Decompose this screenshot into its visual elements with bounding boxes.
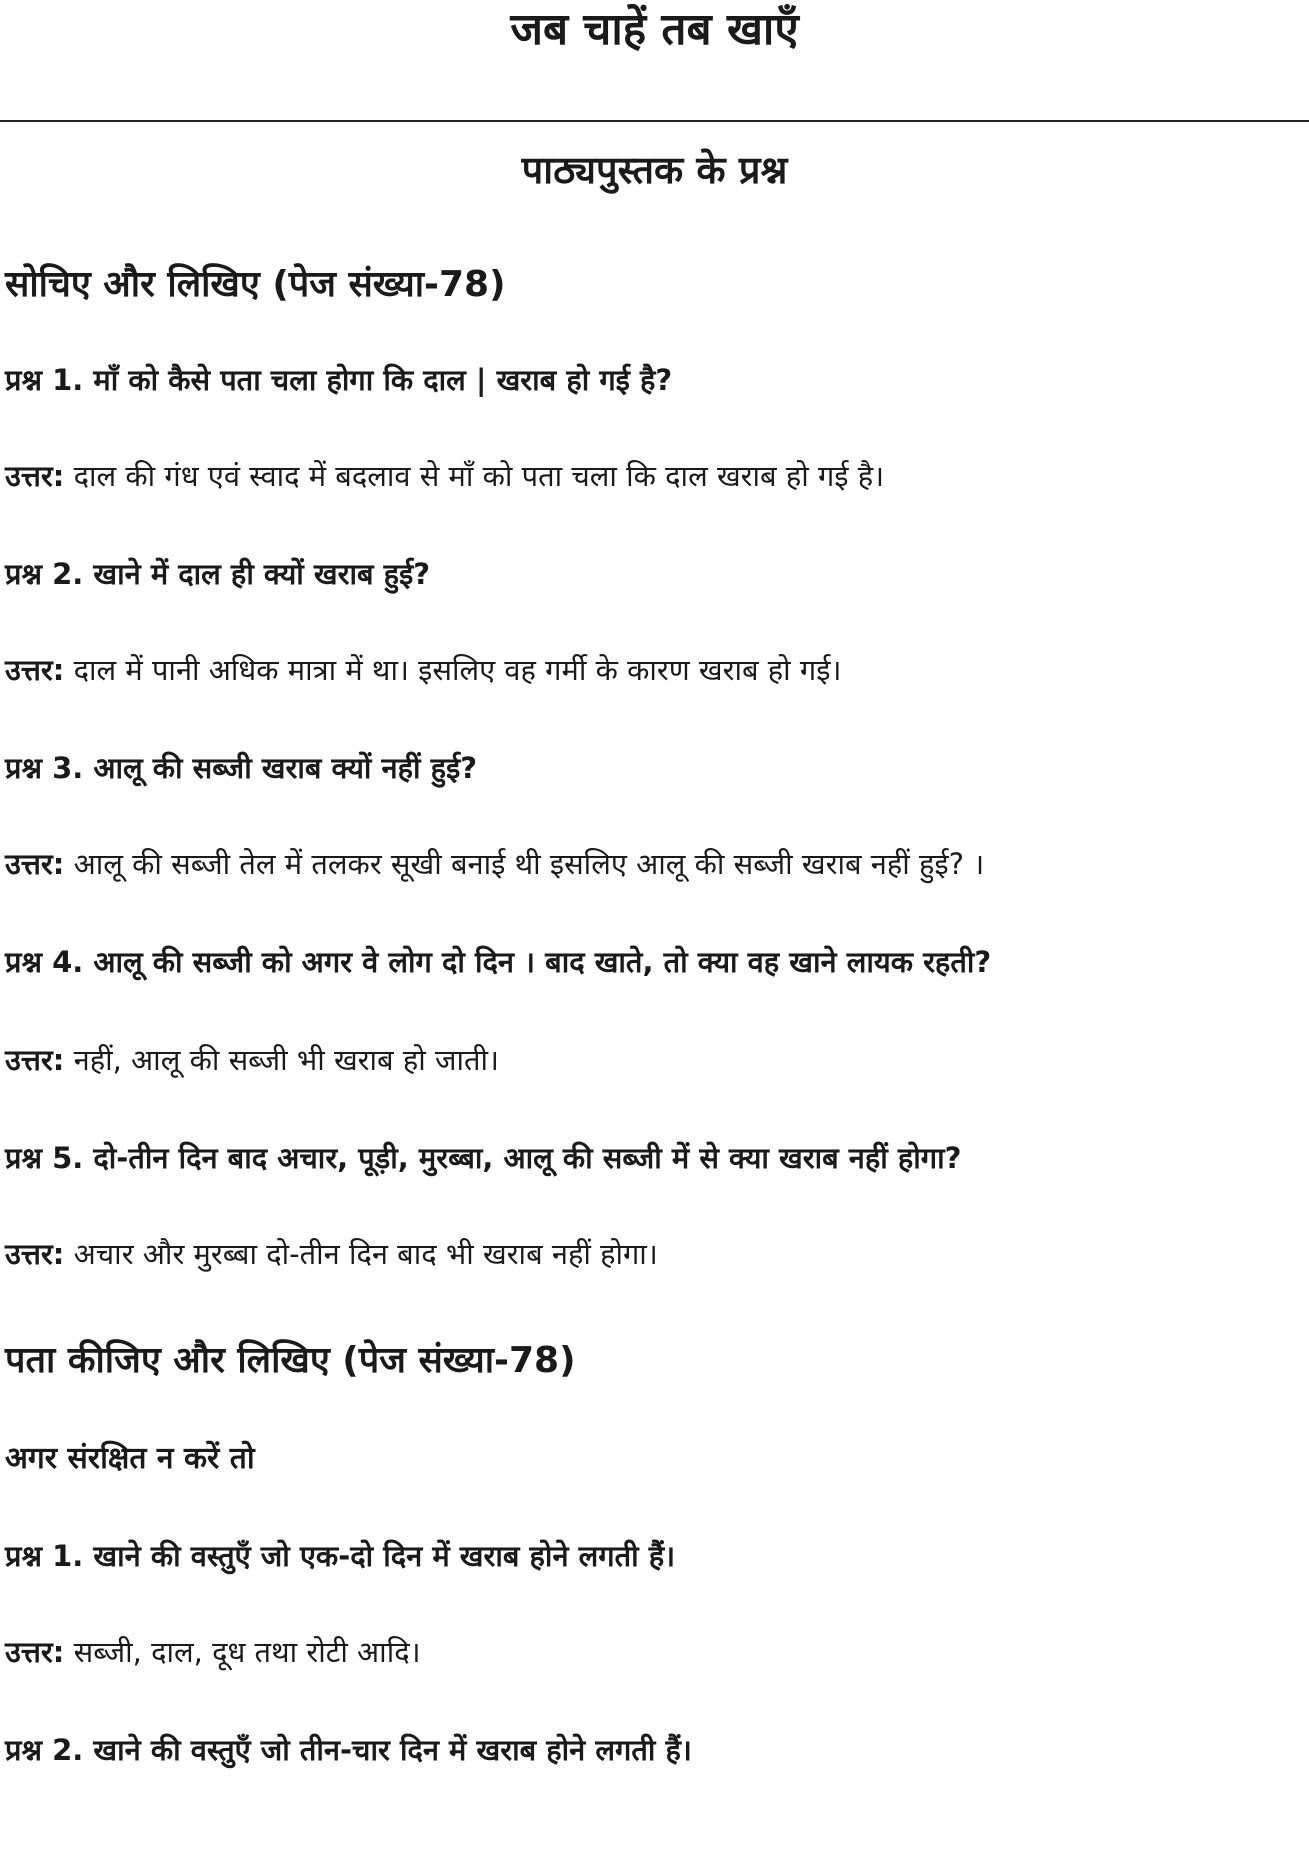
answer-2	[5, 652, 1299, 688]
question-1: प्रश्न 1. माँ को कैसे पता चला होगा कि दाल | खराब हो गई है?	[5, 363, 673, 397]
answer-4	[5, 1042, 1299, 1078]
answer-label: उत्तर:	[5, 1043, 65, 1077]
section-subheading: अगर संरक्षित न करें तो	[5, 1441, 255, 1476]
question-7: प्रश्न 2. खाने की वस्तुएँ जो तीन-चार दिन में खराब होने लगती हैं।	[5, 1733, 692, 1767]
answer-text: आलू की सब्जी तेल में तलकर सूखी बनाई थी इसलिए आलू की सब्जी खराब नहीं हुई? ।	[73, 847, 985, 881]
answer-text: सब्जी, दाल, दूध तथा रोटी आदि।	[73, 1635, 421, 1669]
answer-label: उत्तर:	[5, 459, 65, 493]
answer-label: उत्तर:	[5, 1635, 65, 1669]
answer-label: उत्तर:	[5, 1237, 65, 1271]
answer-1	[5, 458, 1299, 494]
answer-text: दाल में पानी अधिक मात्रा में था। इसलिए वह गर्मी के कारण खराब हो गई।	[73, 653, 842, 687]
answer-text: अचार और मुरब्बा दो-तीन दिन बाद भी खराब नहीं होगा।	[73, 1237, 658, 1271]
question-6: प्रश्न 1. खाने की वस्तुएँ जो एक-दो दिन में खराब होने लगती हैं।	[5, 1539, 676, 1573]
title-divider	[0, 120, 1309, 122]
question-5: प्रश्न 5. दो-तीन दिन बाद अचार, पूड़ी, मुरब्बा, आलू की सब्जी में से क्या खराब नहीं होगा?	[5, 1141, 962, 1175]
question-2: प्रश्न 2. खाने में दाल ही क्यों खराब हुई?	[5, 557, 431, 591]
answer-3	[5, 846, 1299, 882]
page-subtitle: पाठ्यपुस्तक के प्रश्न	[521, 148, 788, 192]
question-3: प्रश्न 3. आलू की सब्जी खराब क्यों नहीं हुई?	[5, 751, 478, 785]
answer-text: नहीं, आलू की सब्जी भी खराब हो जाती।	[73, 1043, 500, 1077]
answer-label: उत्तर:	[5, 653, 65, 687]
section-heading: सोचिए और लिखिए (पेज संख्या-78)	[5, 264, 506, 305]
answer-text: दाल की गंध एवं स्वाद में बदलाव से माँ को पता चला कि दाल खराब हो गई है।	[73, 459, 885, 493]
section-heading: पता कीजिए और लिखिए (पेज संख्या-78)	[5, 1340, 576, 1381]
question-4: प्रश्न 4. आलू की सब्जी को अगर वे लोग दो दिन । बाद खाते, तो क्या वह खाने लायक रहती?	[5, 945, 992, 979]
answer-5	[5, 1236, 1299, 1272]
page-title: जब चाहें तब खाएँ	[510, 4, 799, 55]
answer-6	[5, 1634, 1299, 1670]
answer-label: उत्तर:	[5, 847, 65, 881]
